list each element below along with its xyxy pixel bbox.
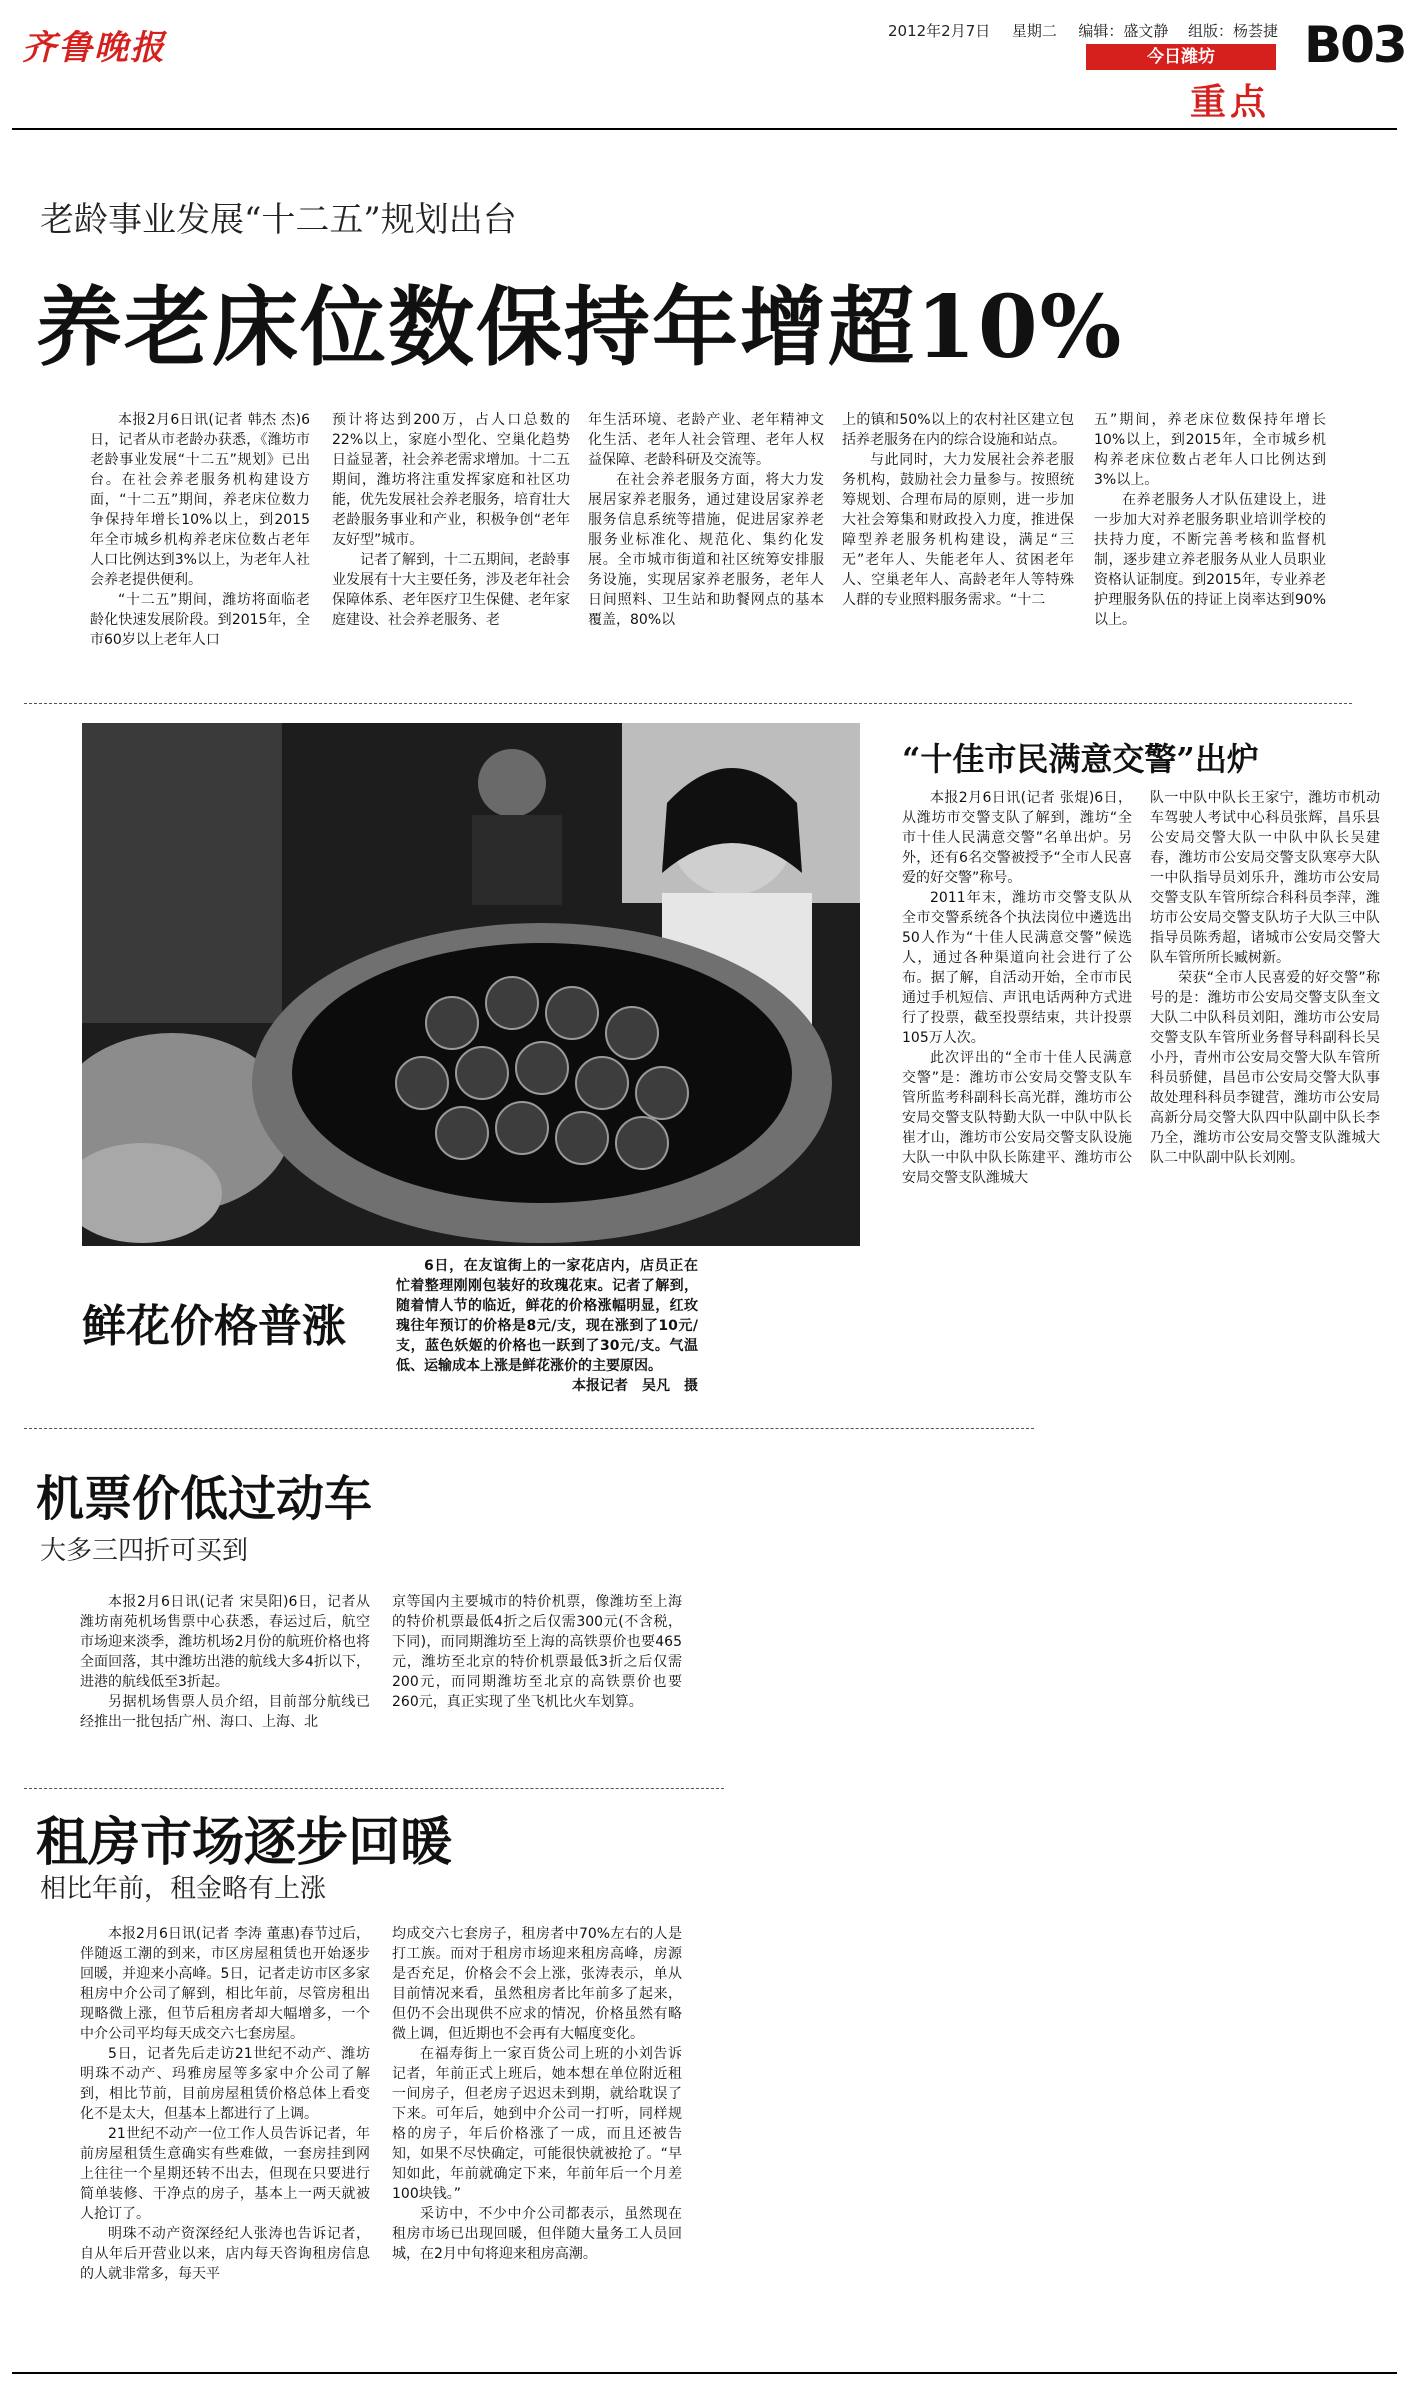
photo-caption-text: 6日，在友谊街上的一家花店内，店员正在忙着整理刚刚包装好的玫瑰花束。记者了解到，随着情人节的临近，鲜花的价格涨幅明显，红玫瑰往年预订的价格是8元/支，现在涨到了10元/支，蓝色妖姬的价格也一跃到了30元/支。气温低、运输成本上涨是鲜花涨价的主要原因。 [396,1258,698,1374]
article1-col-4: 上的镇和50%以上的农村社区建立包括养老服务在内的综合设施和站点。 与此同时，大力发展社会养老服务机构，鼓励社会力量参与。按照统筹规划、合理布局的原则，进一步加大社会筹集和财政投入力度，推进保障型养老服务机构建设，满足“三无”老年人、失能老年人、贫困老年人、空巢老年人、高龄老年人等特殊人群的专业照料服务需求。“十二 [842,412,1074,608]
section-name: 重点 [1190,81,1271,123]
photo-illustration [82,723,860,1246]
issue-weekday: 星期二 [1011,22,1057,40]
article4-subhead: 相比年前，租金略有上涨 [40,1874,327,1904]
article2-divider [24,1428,1034,1429]
page-number: B03 [1304,16,1406,74]
article1-col-2: 预计将达到200万，占人口总数的22%以上，家庭小型化、空巢化趋势日益显著，社会养老需求增加。十二五期间，潍坊将注重发挥家庭和社区功能，优先发展社会养老服务，培育壮大老龄服务事业和产业，积极争创“老年友好型”城市。 记者了解到，十二五期间，老龄事业发展有十大主要任务，涉及老年社会保障体系、老年医疗卫生保健、老年家庭建设、社会养老服务、老 [332,412,570,628]
article3-col-1: 本报2月6日讯(记者 宋昊阳)6日，记者从潍坊南苑机场售票中心获悉，春运过后，航空市场迎来淡季，潍坊机场2月份的航班价格也将全面回落，其中潍坊出港的航线大多4折以下，进港的航线低至3折起。 另据机场售票人员介绍，目前部分航线已经推出一批包括广州、海口、上海、北 [80,1594,370,1730]
masthead-rule [12,128,1397,130]
photo-caption [396,1256,698,1416]
flower-shop-photo [82,723,860,1246]
photo-credit: 本报记者 吴凡 摄 [572,1378,698,1394]
article2-headline: “十佳市民满意交警”出炉 [902,740,1259,778]
article2-col-2: 队一中队中队长王家宁，潍坊市机动车驾驶人考试中心科员张辉，昌乐县公安局交警大队一中队中队长吴建春，潍坊市公安局交警支队寒亭大队一中队指导员刘乐升，潍坊市公安局交警支队车管所综合科科员李萍，潍坊市公安局交警支队坊子大队三中队指导员陈秀超，诸城市公安局交警大队车管所所长臧树新。 荣获“全市人民喜爱的好交警”称号的是：潍坊市公安局交警支队奎文大队二中队科员刘阳，潍坊市公安局交警支队车管所业务督导科副科长吴小丹，青州市公安局交警大队车管所科员骄健，昌邑市公安局交警大队事故处理科科员李键营，潍坊市公安局高新分局交警大队四中队副中队长李乃全，潍坊市公安局交警支队潍城大队二中队副中队长刘刚。 [1150,790,1380,1166]
article3-col-2: 京等国内主要城市的特价机票，像潍坊至上海的特价机票最低4折之后仅需300元(不含税，下同)，而同期潍坊至上海的高铁票价也要465元，潍坊至北京的特价机票最低3折之后仅需200元，而同期潍坊至北京的高铁票价也要260元，真正实现了坐飞机比火车划算。 [392,1594,682,1710]
section-tag: 今日潍坊 [1086,44,1276,70]
layout-credit: 组版：杨荟捷 [1187,22,1278,40]
article4-headline: 租房市场逐步回暖 [36,1812,453,1873]
photo-headline: 鲜花价格普涨 [82,1301,346,1352]
article1-col-3: 年生活环境、老龄产业、老年精神文化生活、老年人社会管理、老年人权益保障、老龄科研及交流等。 在社会养老服务方面，将大力发展居家养老服务，通过建设居家养老服务信息系统等措施，促进居家养老服务业标准化、规范化、集约化发展。全市城市街道和社区统筹安排服务设施，实现居家养老服务，老年人日间照料、卫生站和助餐网点的基本覆盖，80%以 [588,412,824,628]
article1-col-5: 五”期间，养老床位数保持年增长10%以上，到2015年，全市城乡机构养老床位数占老年人口比例达到3%以上。 在养老服务人才队伍建设上，进一步加大对养老服务职业培训学校的扶持力度，不断完善考核和监督机制，逐步建立养老服务从业人员职业资格认证制度。到2015年，专业养老护理服务队伍的持证上岗率达到90%以上。 [1094,412,1326,628]
editor-credit: 编辑：盛文静 [1078,22,1169,40]
issue-date: 2012年2月7日 [888,22,991,40]
article1-divider [24,703,1352,704]
page-bottom-rule [12,2372,1397,2374]
article4-col-2: 均成交六七套房子，租房者中70%左右的人是打工族。而对于租房市场迎来租房高峰，房源是否充足，价格会不会上涨，张涛表示，单从目前情况来看，虽然租房者比年前多了起来，但仍不会出现供不应求的情况，价格虽然有略微上调，但近期也不会再有大幅度变化。 在福寿街上一家百货公司上班的小刘告诉记者，年前正式上班后，她本想在单位附近租一间房子，但老房子迟迟未到期，就给耽误了下来。可年后，她到中介公司一打听，同样规格的房子，年后价格涨了一成，而且还被告知，如果不尽快确定，可能很快就被抢了。“早知如此，年前就确定下来，年前年后一个月差100块钱。” 采访中，不少中介公司都表示，虽然现在租房市场已出现回暖，但伴随大量务工人员回城，在2月中旬将迎来租房高潮。 [392,1926,682,2262]
article1-col-1: 本报2月6日讯(记者 韩杰 杰)6日，记者从市老龄办获悉，《潍坊市老龄事业发展“十二五”规划》已出台。在社会养老服务机构建设方面，“十二五”期间，养老床位数力争保持年增长10%以上，到2015年全市城乡机构养老床位数占老年人口比例达到3%以上，为老年人社会养老提供便利。 “十二五”期间，潍坊将面临老龄化快速发展阶段。到2015年，全市60岁以上老年人口 [90,412,310,648]
article2-col-1: 本报2月6日讯(记者 张焜)6日，从潍坊市交警支队了解到，潍坊“全市十佳人民满意交警”名单出炉。另外，还有6名交警被授予“全市人民喜爱的好交警”称号。 2011年末，潍坊市交警支队从全市交警系统各个执法岗位中遴选出50人作为“十佳人民满意交警”候选人，通过各种渠道向社会进行了公布。据了解，自活动开始，全市市民通过手机短信、声讯电话两种方式进行了投票，截至投票结束，共计投票105万人次。 此次评出的“全市十佳人民满意交警”是：潍坊市公安局交警支队车管所监考科副科长高光群，潍坊市公安局交警支队特勤大队一中队中队长崔才山，潍坊市公安局交警支队设施大队一中队中队长陈建平、潍坊市公安局交警支队潍城大 [902,790,1132,1186]
article3-headline: 机票价低过动车 [36,1471,373,1527]
masthead-meta [888,20,1278,41]
article3-subhead: 大多三四折可买到 [40,1536,249,1566]
article3-divider [24,1788,724,1789]
article1-kicker: 老龄事业发展“十二五”规划出台 [40,200,517,240]
article4-col-1: 本报2月6日讯(记者 李涛 董惠)春节过后，伴随返工潮的到来，市区房屋租赁也开始逐步回暖，并迎来小高峰。5日，记者走访市区多家租房中介公司了解到，相比年前，尽管房租出现略微上涨，但节后租房者却大幅增多，一个中介公司平均每天成交六七套房屋。 5日，记者先后走访21世纪不动产、潍坊明珠不动产、玛雅房屋等多家中介公司了解到，相比节前，目前房屋租赁价格总体上看变化不是太大，但基本上都进行了上调。 21世纪不动产一位工作人员告诉记者，年前房屋租赁生意确实有些难做，一套房挂到网上往往一个星期还转不出去，但现在只要进行简单装修、干净点的房子，基本上一两天就被人抢订了。 明珠不动产资深经纪人张涛也告诉记者，自从年后开营业以来，店内每天咨询租房信息的人就非常多，每天平 [80,1926,370,2282]
article1-headline: 养老床位数保持年增超10% [36,277,1124,378]
paper-logo: 齐鲁晚报 [22,28,166,68]
